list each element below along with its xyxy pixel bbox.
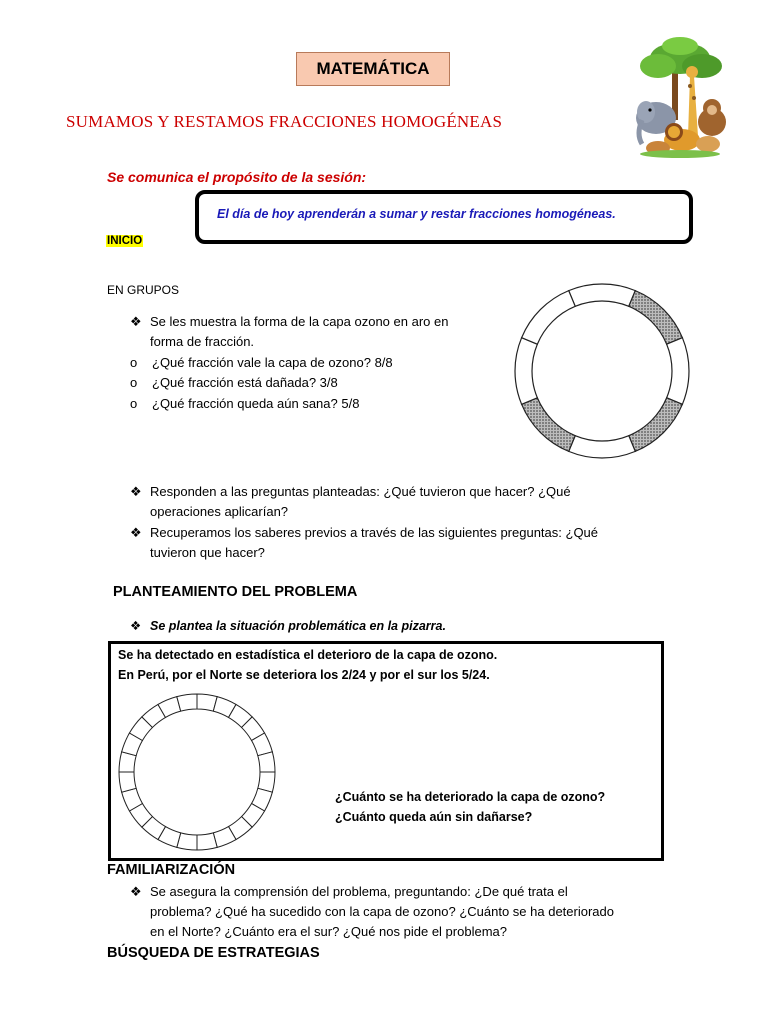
busqueda-heading: BÚSQUEDA DE ESTRATEGIAS <box>107 945 320 961</box>
diamond-bullet-icon: ❖ <box>130 484 142 499</box>
bullet-1-line-1: Se les muestra la forma de la capa ozono en aro en <box>150 314 449 329</box>
lesson-subtitle: SUMAMOS Y RESTAMOS FRACCIONES HOMOGÉNEAS <box>66 112 503 131</box>
ozone-ring-24-parts <box>117 692 281 856</box>
familiarizacion-heading: FAMILIARIZACIÓN <box>107 862 236 878</box>
question-2: o ¿Qué fracción está dañada? 3/8 <box>130 375 338 390</box>
ring-segment-damaged <box>629 291 683 345</box>
familiarizacion-line-2: problema? ¿Qué ha sucedido con la capa de ozono? ¿Cuánto se ha deteriorado <box>150 904 614 919</box>
ring-segment-healthy <box>522 291 576 345</box>
ring-segment <box>197 833 217 850</box>
bullet-3-line-2: tuvieron que hacer? <box>150 545 265 560</box>
purpose-box <box>195 190 693 244</box>
bullet-3-line-1: Recuperamos los saberes previos a través de las siguientes preguntas: ¿Qué <box>150 525 599 540</box>
problem-bullet: ❖ Se plantea la situación problemática en la pizarra. <box>130 616 446 636</box>
bullet-2 <box>130 482 660 522</box>
bullet-2-line-1: Responden a las preguntas planteadas: ¿Qué tuvieron que hacer? ¿Qué <box>150 484 571 499</box>
familiarizacion-line-1: Se asegura la comprensión del problema, preguntando: ¿De qué trata el <box>150 884 568 899</box>
diamond-bullet-icon: ❖ <box>130 525 142 540</box>
bullet-3 <box>130 523 660 563</box>
ring-segment <box>119 772 136 792</box>
diamond-bullet-icon: ❖ <box>130 314 142 329</box>
ozone-ring-eighths <box>512 278 692 464</box>
ring-segment <box>258 752 275 772</box>
problem-question-1: ¿Cuánto se ha deteriorado la capa de ozono? <box>335 790 606 804</box>
purpose-label: Se comunica el propósito de la sesión: <box>107 169 367 185</box>
group-label: EN GRUPOS <box>107 283 180 297</box>
purpose-text: El día de hoy aprenderán a sumar y restar fracciones homogéneas. <box>217 207 616 221</box>
bullet-2-line-2: operaciones aplicarían? <box>150 504 289 519</box>
page-title: MATEMÁTICA <box>296 52 450 86</box>
ring-segment-healthy <box>515 338 537 405</box>
ring-segment <box>177 694 197 711</box>
problem-line-1: Se ha detectado en estadística el deterioro de la capa de ozono. <box>118 648 498 662</box>
diamond-bullet-icon: ❖ <box>130 884 142 899</box>
ring-segment-damaged <box>629 398 683 452</box>
inicio-label: INICIO <box>107 235 143 247</box>
familiarizacion-line-3: en el Norte? ¿Cuánto era el sur? ¿Qué nos pide el problema? <box>150 924 507 939</box>
diamond-bullet-icon: ❖ <box>130 619 142 633</box>
bullet-1 <box>130 312 500 352</box>
problem-heading: PLANTEAMIENTO DEL PROBLEMA <box>113 584 358 600</box>
bullet-1-line-2: forma de fracción. <box>150 334 255 349</box>
question-1: o ¿Qué fracción vale la capa de ozono? 8/8 <box>130 355 393 370</box>
ring-segment-healthy <box>667 338 689 405</box>
jungle-animals-illustration <box>628 36 732 160</box>
problem-question-2: ¿Cuánto queda aún sin dañarse? <box>335 810 533 824</box>
problem-box <box>108 641 664 861</box>
familiarizacion-bullet <box>130 882 660 942</box>
ring-segment-healthy <box>569 284 636 306</box>
ring-segment-healthy <box>569 436 636 458</box>
question-3: o ¿Qué fracción queda aún sana? 5/8 <box>130 396 360 411</box>
problem-line-2: En Perú, por el Norte se deteriora los 2/24 y por el sur los 5/24. <box>118 668 490 682</box>
ring-segment-damaged <box>522 398 576 452</box>
